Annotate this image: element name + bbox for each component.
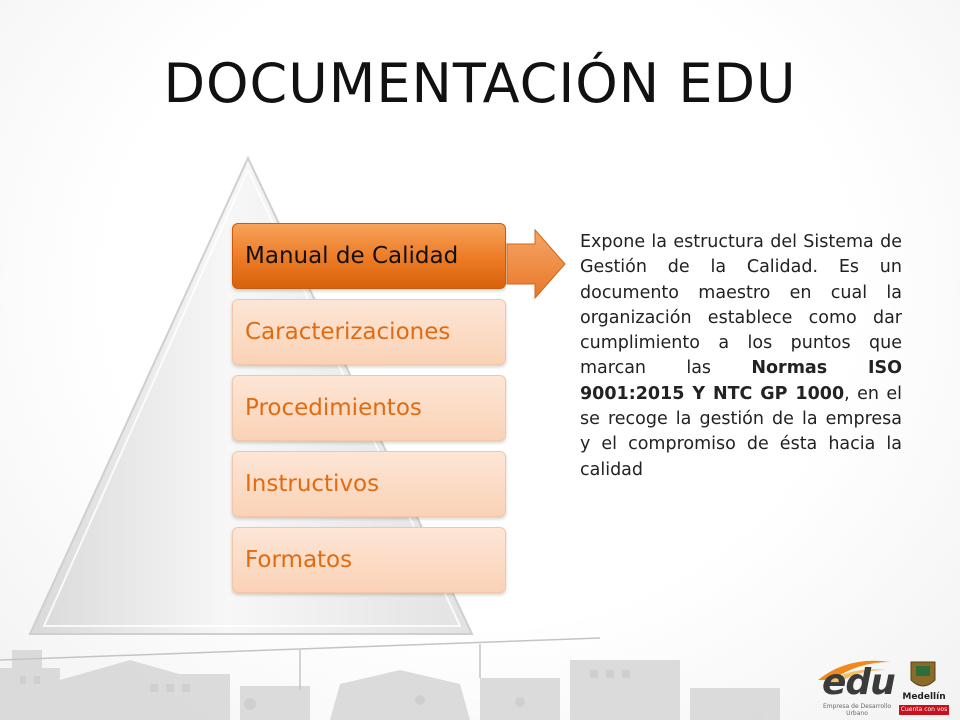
level-formatos[interactable]	[232, 527, 506, 593]
level-label: Manual de Calidad	[245, 243, 459, 269]
description-standards: Normas ISO 9001:2015 Y NTC GP 1000	[580, 358, 902, 404]
level-caracterizaciones[interactable]	[232, 299, 506, 365]
level-label: Procedimientos	[245, 395, 422, 421]
medellin-logo-subtitle: Cuenta con vos	[900, 706, 948, 713]
description-part-2: , en el se recoge la gestión de la empresa y el compromiso de ésta hacia la calidad	[580, 383, 902, 480]
medellin-logo-text: Medellín	[902, 692, 946, 702]
medellin-coat-of-arms-icon	[898, 660, 948, 692]
page-title: DOCUMENTACIÓN EDU	[163, 52, 797, 115]
level-manual-de-calidad[interactable]	[232, 223, 506, 289]
city-skyline-illustration	[0, 630, 800, 720]
level-procedimientos[interactable]	[232, 375, 506, 441]
level-instructivos[interactable]	[232, 451, 506, 517]
description-text	[580, 230, 902, 483]
level-label: Caracterizaciones	[245, 319, 451, 345]
level-label: Formatos	[245, 547, 353, 573]
level-label: Instructivos	[245, 471, 380, 497]
edu-logo-subtitle: Empresa de Desarrollo Urbano	[822, 703, 892, 717]
arrow-right-icon	[505, 228, 567, 300]
description-part-1: Expone la estructura del Sistema de Gestión de la Calidad. Es un documento maestro en cual la organización establece como dar cumplimiento a los puntos que marcan las	[580, 232, 902, 379]
edu-logo-text: edu	[822, 662, 895, 703]
